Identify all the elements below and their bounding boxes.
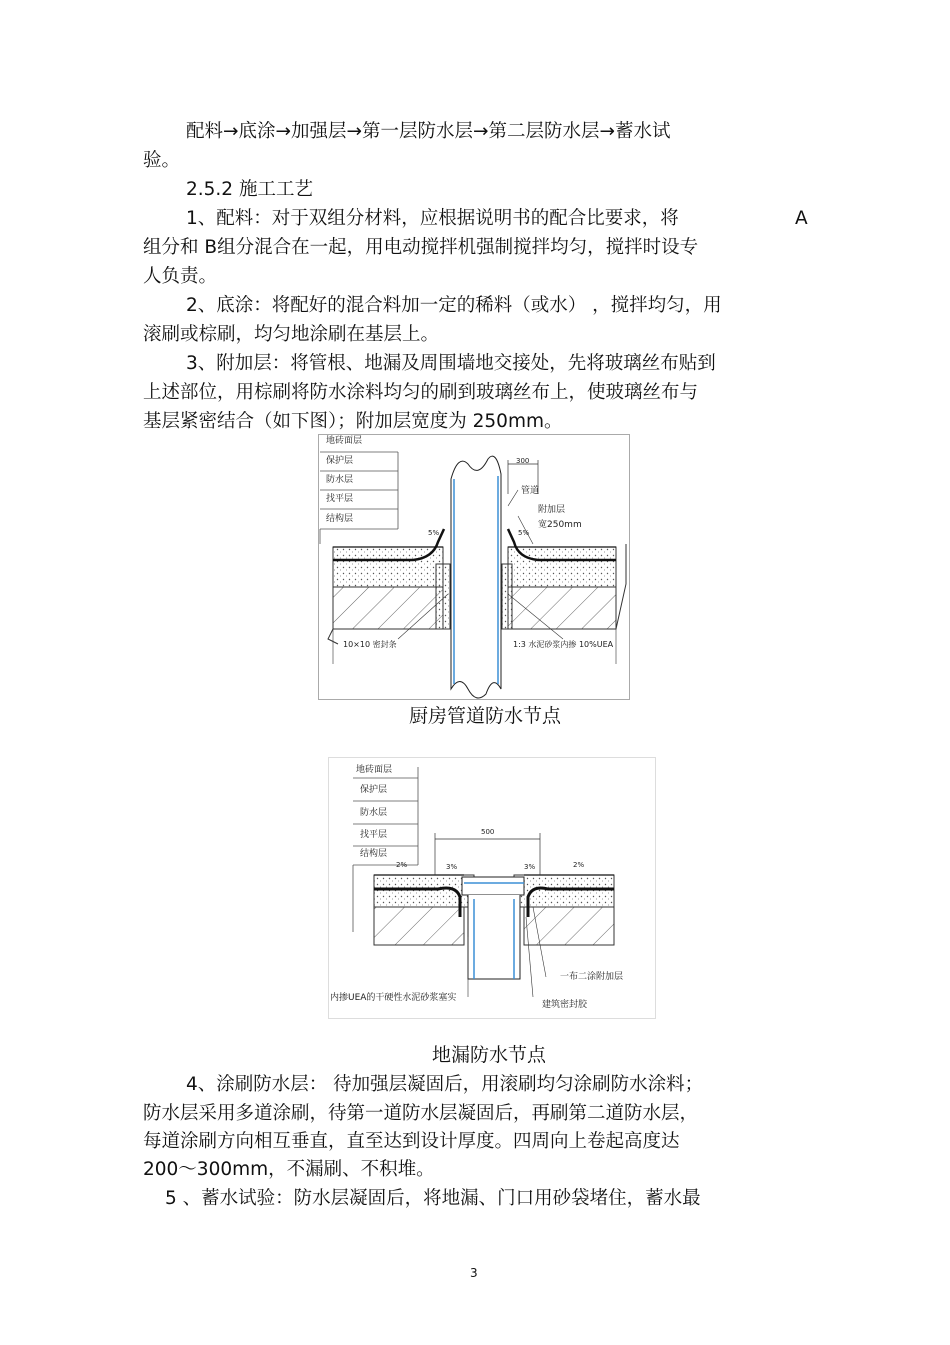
fig1-add-label-2: 宽250mm: [538, 520, 582, 530]
fig1-layer-label-4: 找平层: [326, 494, 354, 504]
fig1-layer-label-1: 地砖面层: [326, 436, 363, 446]
fig1-layer-label-2: 保护层: [326, 456, 354, 466]
fig2-sealant-label: 建筑密封胶: [542, 1000, 588, 1010]
fig2-layer-label-2: 保护层: [360, 785, 388, 795]
p1-line-3: 人负责。: [143, 266, 218, 287]
flow-line-1: 配料→底涂→加强层→第一层防水层→第二层防水层→蓄水试: [186, 121, 671, 142]
fig2-add-label: 一布二涂附加层: [560, 972, 624, 982]
fig2-mortar-label: 内掺UEA的干硬性水泥砂浆塞实: [330, 993, 457, 1003]
p2-line-2: 滚刷或棕刷，均匀地涂刷在基层上。: [143, 324, 440, 345]
fig1-layer-label-5: 结构层: [326, 514, 354, 524]
fig2-slope-4: 2%: [573, 861, 585, 869]
kitchen-pipe-detail-drawing: [318, 434, 630, 700]
p1-line-1-end: A: [795, 208, 808, 229]
kitchen-pipe-detail-figure: [318, 434, 630, 700]
p3-line-3: 基层紧密结合（如下图）；附加层宽度为 250mm。: [143, 411, 563, 432]
fig2-dimension: 500: [481, 828, 495, 836]
page-number: 3: [470, 1266, 478, 1280]
p4-line-4: 200～300mm，不漏刷、不积堆。: [143, 1159, 435, 1180]
fig1-slope-right: 5%: [518, 529, 530, 537]
fig2-layer-label-5: 结构层: [360, 849, 388, 859]
p5-line-1: 5 、蓄水试验：防水层凝固后，将地漏、门口用砂袋堵住，蓄水最: [165, 1188, 701, 1209]
fig1-mortar-label: 1:3 水泥砂浆内掺 10%UEA: [513, 640, 614, 649]
p4-line-2: 防水层采用多道涂刷，待第一道防水层凝固后，再刷第二道防水层，: [143, 1103, 699, 1124]
p4-line-3: 每道涂刷方向相互垂直，直至达到设计厚度。四周向上卷起高度达: [143, 1131, 680, 1152]
figure1-caption: 厨房管道防水节点: [409, 705, 562, 727]
p2-line-1: 2、底涂：将配好的混合料加一定的稀料（或水） ，搅拌均匀，用: [186, 295, 722, 316]
p4-line-1: 4、涂刷防水层： 待加强层凝固后，用滚刷均匀涂刷防水涂料；: [186, 1074, 704, 1095]
flow-line-2: 验。: [143, 150, 181, 171]
fig1-layer-label-3: 防水层: [326, 475, 354, 485]
p1-line-2: 组分和 B组分混合在一起，用电动搅拌机强制搅拌均匀，搅拌时设专: [143, 237, 699, 258]
section-heading: 2.5.2 施工工艺: [186, 179, 313, 200]
p1-line-1: 1、配料：对于双组分材料，应根据说明书的配合比要求，将: [186, 208, 679, 229]
fig1-seal-label: 10×10 密封条: [343, 640, 397, 649]
figure2-caption: 地漏防水节点: [432, 1044, 547, 1066]
p3-line-2: 上述部位，用棕刷将防水涂料均匀的刷到玻璃丝布上，使玻璃丝布与: [143, 382, 699, 403]
fig2-slope-2: 3%: [446, 863, 458, 871]
fig1-pipe-label: 管道: [521, 486, 540, 496]
fig2-slope-1: 2%: [396, 861, 408, 869]
floor-drain-detail-figure: [328, 757, 656, 1019]
fig1-slope-left: 5%: [428, 529, 440, 537]
fig2-layer-label-4: 找平层: [360, 830, 388, 840]
fig2-layer-label-3: 防水层: [360, 808, 388, 818]
fig2-layer-label-1: 地砖面层: [356, 765, 393, 775]
fig1-add-label-1: 附加层: [538, 505, 566, 515]
p3-line-1: 3、附加层：将管根、地漏及周围墙地交接处，先将玻璃丝布贴到: [186, 353, 716, 374]
fig1-dimension: 300: [516, 457, 530, 465]
fig2-slope-3: 3%: [524, 863, 536, 871]
